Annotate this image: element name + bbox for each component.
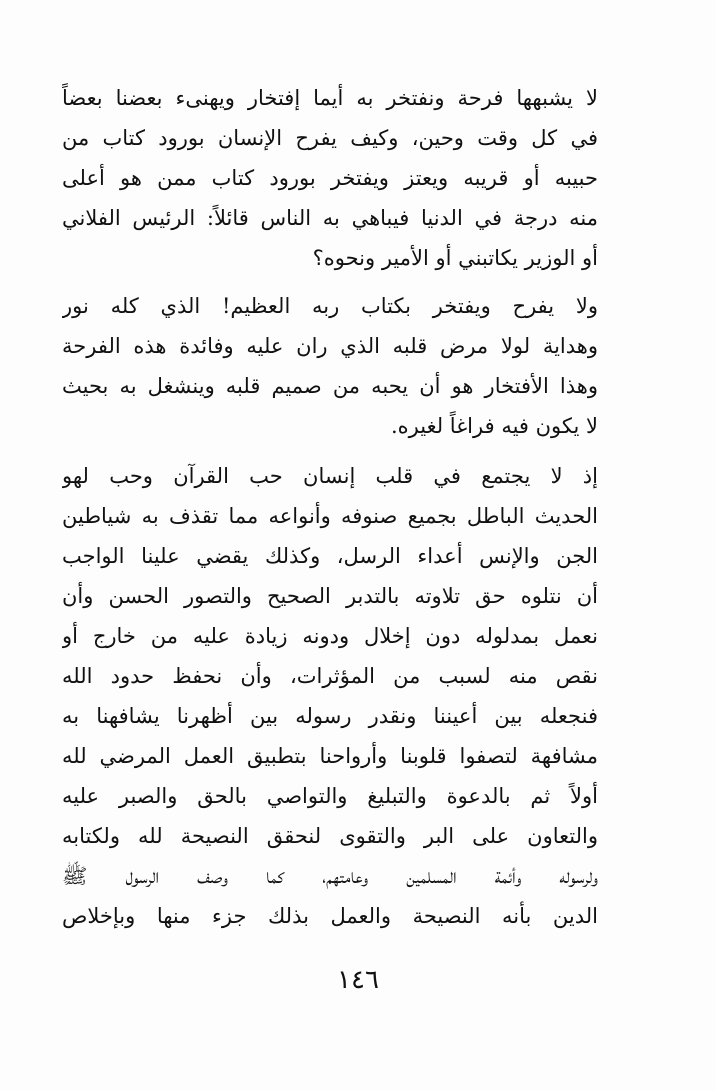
- text-line: نقص منه لسبب من المؤثرات، وأن نحفظ حدود الله: [62, 664, 598, 688]
- paragraph-1: [62, 78, 598, 278]
- paragraph-3: [62, 456, 598, 936]
- text-line: الجن والإنس أعداء الرسل، وكذلك يقضي علينا الواجب: [62, 544, 598, 568]
- text-line: وهذا الأفتخار هو أن يحبه من صميم قلبه وينشغل به بحيث: [62, 374, 598, 398]
- text-line: ولا يفرح ويفتخر بكتاب ربه العظيم! الذي كله نور: [62, 294, 598, 318]
- text-line: والتعاون على البر والتقوى لنحقق النصيحة لله ولكتابه: [62, 824, 598, 848]
- page-number: ١٤٦: [337, 965, 379, 995]
- text-line: منه درجة في الدنيا فيباهي به الناس قائلاً: الرئيس الفلاني: [62, 206, 598, 230]
- text-line: الدين بأنه النصيحة والعمل بذلك جزء منها وبإخلاص: [62, 904, 598, 928]
- text-line: الحديث الباطل بجميع صنوفه وأنواعه مما تقذف به شياطين: [62, 504, 598, 528]
- text-line: أو الوزير يكاتبني أو الأمير ونحوه؟: [312, 246, 598, 270]
- text-line: في كل وقت وحين، وكيف يفرح الإنسان بورود كتاب من: [62, 126, 598, 150]
- paragraph-2: [62, 286, 598, 446]
- text-line: أولاً ثم بالدعوة والتبليغ والتواصي بالحق والصبر عليه: [62, 784, 598, 808]
- text-line: إذ لا يجتمع في قلب إنسان حب القرآن وحب لهو: [62, 464, 598, 488]
- text-line: أن نتلوه حق تلاوته بالتدبر الصحيح والتصور الحسن وأن: [62, 584, 598, 608]
- text-line: فنجعله بين أعيننا ونقدر رسوله بين أظهرنا يشافهنا به: [62, 704, 598, 728]
- text-line: مشافهة لتصفوا قلوبنا وأرواحنا بتطبيق العمل المرضي لله: [62, 744, 598, 768]
- text-line: لا يشبهها فرحة ونفتخر به أيما إفتخار ويهنىء بعضنا بعضاً: [62, 86, 598, 110]
- text-line: نعمل بمدلوله دون إخلال ودونه زيادة عليه من خارج أو: [62, 624, 598, 648]
- text-line: ولرسوله وأئمة المسلمين وعامتهم، كما وصف الرسول ﷺ: [62, 864, 598, 888]
- text-line: لا يكون فيه فراغاً لغيره.: [391, 414, 598, 438]
- text-line: حبيبه أو قريبه ويعتز ويفتخر بورود كتاب ممن هو أعلى: [62, 166, 598, 190]
- text-line: وهداية لولا مرض قلبه الذي ران عليه وفائدة هذه الفرحة: [62, 334, 598, 358]
